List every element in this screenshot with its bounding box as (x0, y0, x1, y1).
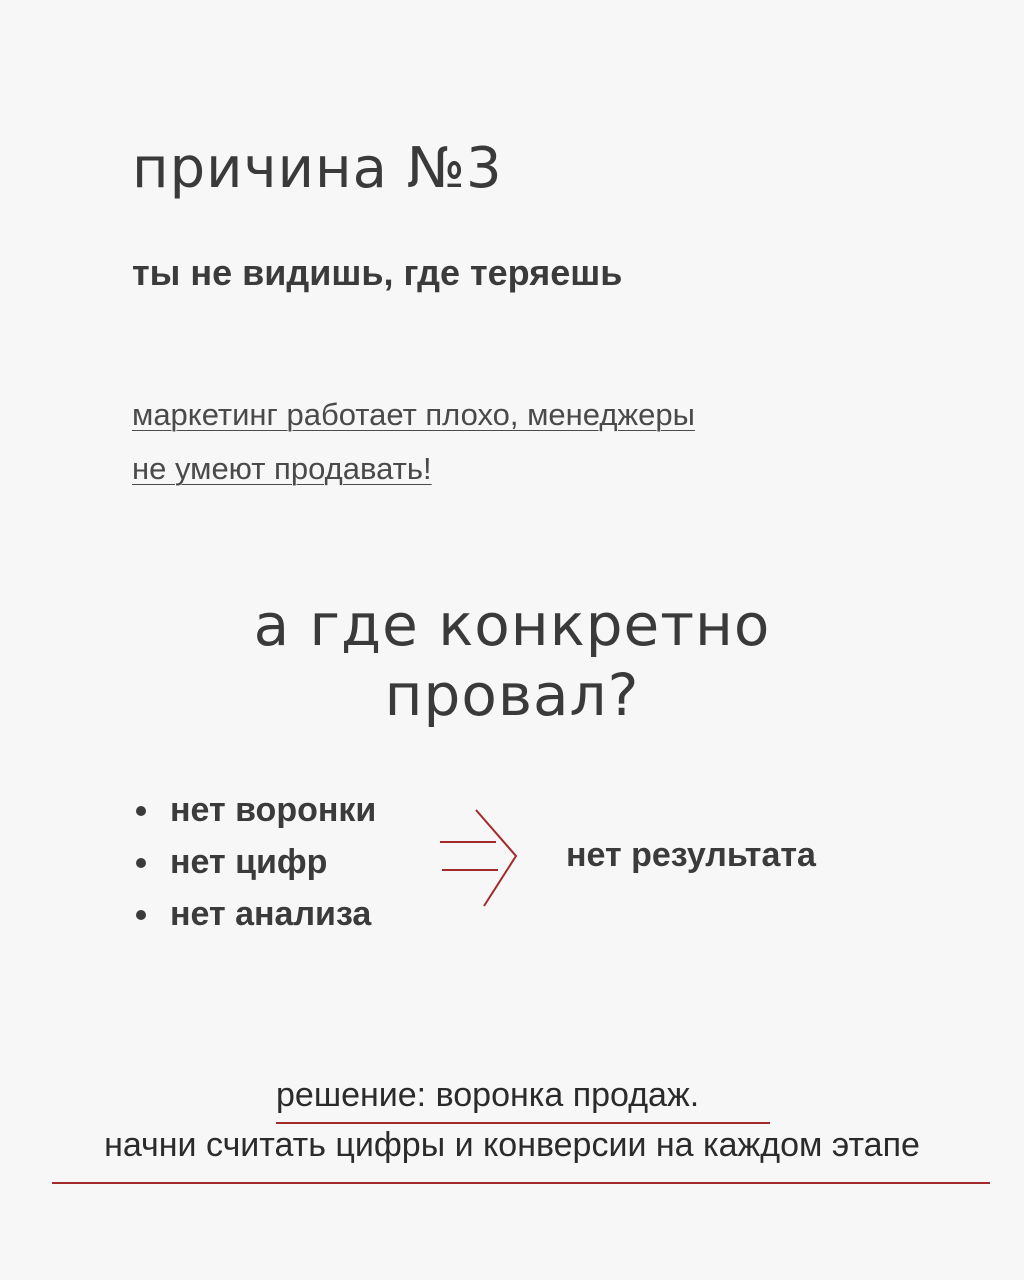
question-line-1: а где конкретно (253, 591, 771, 659)
quote-line-1: маркетинг работает плохо, менеджеры (132, 397, 695, 432)
reason-item: нет цифр (132, 836, 376, 888)
result-text: нет результата (566, 836, 816, 874)
page-title: причина №3 (132, 136, 503, 201)
reason-item: нет анализа (132, 888, 376, 940)
solution-line-1: решение: воронка продаж. (276, 1076, 700, 1114)
solution-line-2: начни считать цифры и конверсии на каждом этапе (104, 1126, 920, 1164)
quote-text (132, 388, 695, 496)
question-heading (0, 590, 1024, 730)
reasons-list (132, 784, 376, 940)
reason-item: нет воронки (132, 784, 376, 836)
solution-underline-2 (52, 1182, 990, 1184)
question-line-2: провал? (384, 661, 640, 729)
solution-underline-1 (276, 1122, 770, 1124)
double-line-arrow-right-icon (436, 806, 522, 910)
page-subtitle: ты не видишь, где теряешь (132, 252, 623, 293)
quote-line-2: не умеют продавать! (132, 451, 432, 486)
